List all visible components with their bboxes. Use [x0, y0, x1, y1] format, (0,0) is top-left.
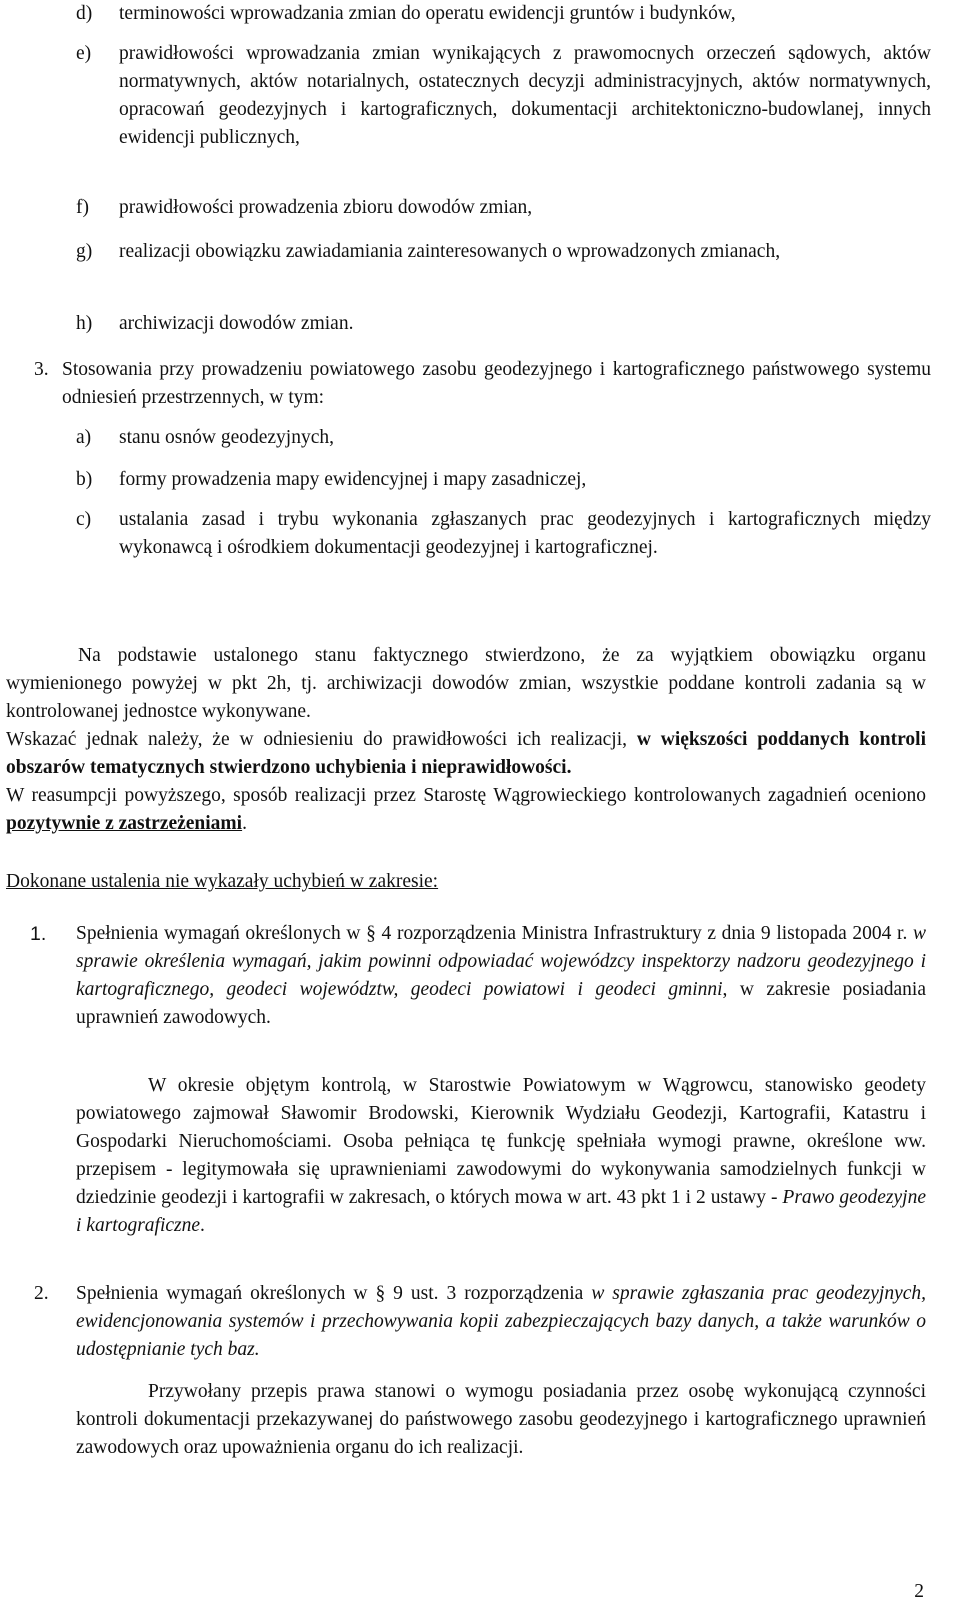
finding-tail: , w zakresie posiadania uprawnień zawodowych.	[76, 979, 927, 1028]
finding-lead: Spełnienia wymagań określonych w § 9 ust. 3 rozporządzenia	[76, 1283, 592, 1304]
finding-text	[76, 1280, 926, 1364]
summary-bold-text: w większości poddanych kontroli obszarów tematycznych stwierdzono uchybienia i nieprawidłowości.	[6, 729, 926, 778]
finding-paragraph-end: .	[200, 1215, 205, 1236]
findings-heading	[6, 868, 926, 896]
list-item-label: c)	[76, 509, 92, 530]
list-item-label: d)	[76, 3, 93, 24]
list-item-label: h)	[76, 313, 93, 334]
finding-lead: Spełnienia wymagań określonych w § 4 rozporządzenia Ministra Infrastruktury z dnia 9 listopada 2004 r.	[76, 923, 913, 944]
regulation-title: w sprawie określenia wymagań, jakim powinni odpowiadać wojewódzcy inspektorzy nadzoru geodezyjnego i kartograficznego, geodeci województw, geodeci powiatowi i geodeci gminni	[76, 923, 926, 1000]
finding-number: 1.	[30, 923, 47, 945]
finding-text	[76, 920, 926, 1032]
finding-paragraph-body: W okresie objętym kontrolą, w Starostwie Powiatowym w Wągrowcu, stanowisko geodety powiatowego zajmował Sławomir Brodowski, Kierownik Wydziału Geodezji, Kartografii, Katastru i Gospodarki Nieruchomościami. Osoba pełniąca tę funkcję spełniała wymogi prawne, określone ww. przepisem - legitymowała się uprawnieniami zawodowymi do wykonywania samodzielnych funkcji w dziedzinie geodezji i kartografii w zakresach, o których mowa w art. 43 pkt 1 i 2 ustawy -	[76, 1075, 926, 1208]
summary-text: Wskazać jednak należy, że w odniesieniu do prawidłowości ich realizacji,	[6, 729, 637, 750]
list-item-text: stanu osnów geodezyjnych,	[119, 427, 334, 448]
summary-paragraph	[6, 782, 926, 838]
list-item-label: a)	[76, 427, 92, 448]
act-title: Prawo geodezyjne i kartograficzne	[76, 1187, 926, 1236]
list-item-text: ustalania zasad i trybu wykonania zgłaszanych prac geodezyjnych i kartograficznych między wykonawcą i ośrodkiem dokumentacji geodezyjnej i kartograficznej.	[119, 509, 931, 558]
point-text	[62, 356, 931, 412]
summary-text: W reasumpcji powyższego, sposób realizacji przez Starostę Wągrowieckiego kontrolowanych zagadnień oceniono	[6, 785, 926, 806]
list-item-label: f)	[76, 197, 89, 218]
point-number: 3.	[34, 359, 49, 380]
list-item-text: formy prowadzenia mapy ewidencyjnej i mapy zasadniczej,	[119, 469, 587, 490]
list-item-text: prawidłowości wprowadzania zmian wynikających z prawomocnych orzeczeń sądowych, aktów normatywnych, aktów notarialnych, ostatecznych decyzji administracyjnych, aktów normatywnych, opracowań geodezyjnych i kartograficznych, dokumentacji architektoniczno-budowlanej, innych ewidencji publicznych,	[119, 43, 931, 148]
list-item-text: prawidłowości prowadzenia zbioru dowodów zmian,	[119, 197, 533, 218]
list-item-text: archiwizacji dowodów zmian.	[119, 313, 354, 334]
finding-paragraph-text	[76, 1072, 926, 1240]
summary-text-end: .	[242, 813, 247, 834]
findings-heading-text: Dokonane ustalenia nie wykazały uchybień w zakresie:	[6, 871, 439, 892]
list-item-label: g)	[76, 241, 93, 262]
page-number: 2	[914, 1581, 924, 1602]
list-item-label: e)	[76, 43, 92, 64]
summary-paragraph	[6, 726, 926, 782]
list-item-text: terminowości wprowadzania zmian do operatu ewidencji gruntów i budynków,	[119, 3, 736, 24]
summary-paragraph: Na podstawie ustalonego stanu faktycznego stwierdzono, że za wyjątkiem obowiązku organu wymienionego powyżej w pkt 2h, tj. archiwizacji dowodów zmian, wszystkie poddane kontroli zadania są w kontrolowanej jednostce wykonywane.	[6, 645, 926, 722]
list-item-label: b)	[76, 469, 93, 490]
finding-number: 2.	[34, 1283, 49, 1304]
list-item	[6, 0, 926, 28]
finding-paragraph-text: Przywołany przepis prawa stanowi o wymogu posiadania przez osobę wykonującą czynności kontroli dokumentacji przekazywanej do państwowego zasobu geodezyjnego i kartograficznego uprawnień zawodowych oraz upoważnienia organu do ich realizacji.	[76, 1381, 926, 1458]
regulation-title: w sprawie zgłaszania prac geodezyjnych, ewidencjonowania systemów i przechowywania kopii zabezpieczających bazy danych, a także warunków o udostępnianie tych baz.	[76, 1283, 926, 1360]
point-text-content: Stosowania przy prowadzeniu powiatowego zasobu geodezyjnego i kartograficznego państwowego systemu odniesień przestrzennych, w tym:	[62, 359, 931, 408]
assessment-text: pozytywnie z zastrzeżeniami	[6, 813, 243, 834]
list-item-text: realizacji obowiązku zawiadamiania zainteresowanych o wprowadzonych zmianach,	[119, 241, 781, 262]
